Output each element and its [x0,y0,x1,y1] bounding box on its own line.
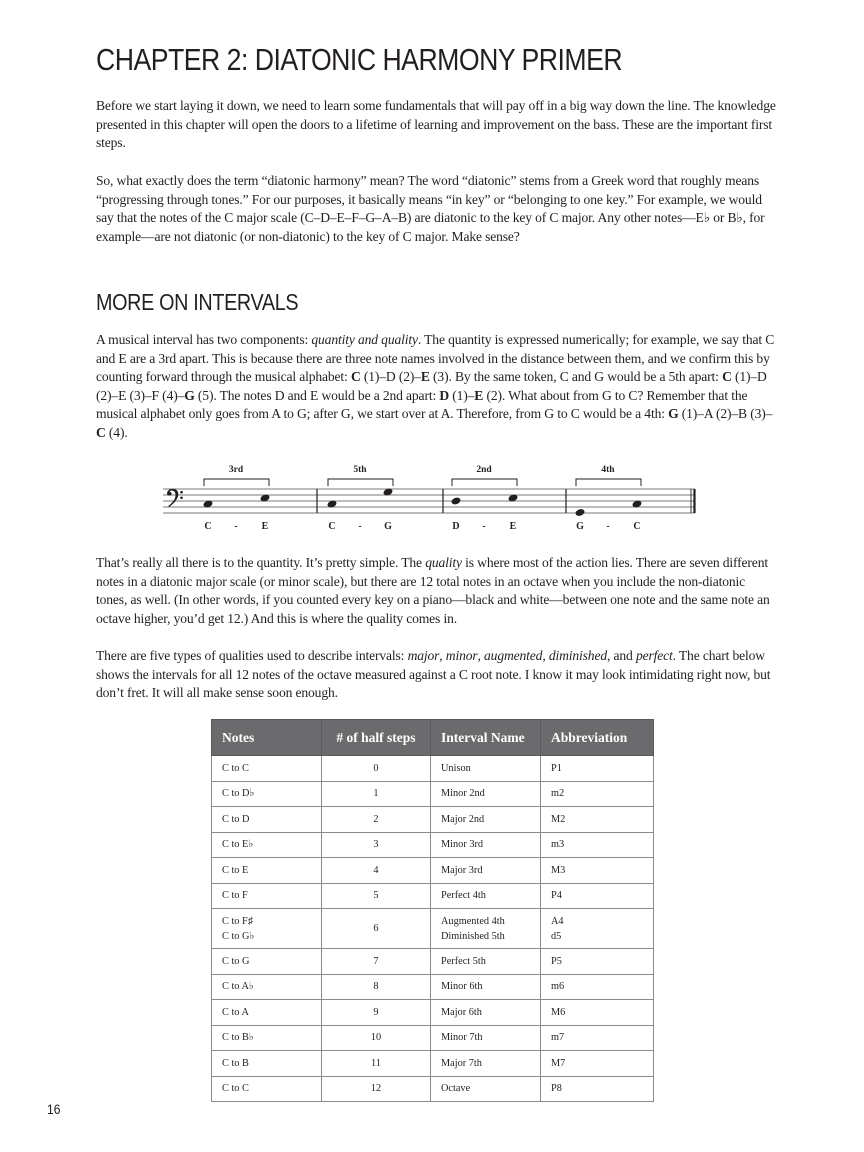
text-run: , [542,648,549,663]
text-run: That’s really all there is to the quantity. It’s pretty simple. The [96,555,426,570]
cell-half-steps: 3 [322,832,431,858]
text-run: , [439,648,446,663]
interval-label: 4th [601,465,615,475]
cell-abbreviation: M3 [541,858,654,884]
intro-paragraph-1: Before we start laying it down, we need to learn some fundamentals that will pay off in a big way down the line. The knowledge presented in this chapter will open the doors to a lifetime of learning and improvement on the bass. These are the important first steps. [96,98,776,151]
cell-abbreviation: m3 [541,832,654,858]
cell-interval-name: Perfect 4th [431,883,541,909]
cell-notes: C to E♭ [212,832,322,858]
cell-abbreviation: M6 [541,1000,654,1026]
section-title: MORE ON INTERVALS [96,289,299,315]
text-run: (2)– [96,387,119,403]
cell-notes: C to G [212,949,322,975]
emphasis-text: perfect [635,648,673,663]
note-bold: G [184,387,195,403]
cell-interval-name: Minor 2nd [431,781,541,807]
text-run: (1)– [731,369,758,385]
table-row [212,781,654,807]
text-run: (2)– [395,369,421,385]
note-name: C [328,521,336,532]
cell-notes: C to A [212,1000,322,1026]
note-dash: - [606,521,610,532]
table-row [212,1076,654,1102]
text-run: . What about from G to C? Remember that the musical alphabet only goes from A to G; after G, we start over at A. Therefore, from G to C would be a 4th: [96,387,748,422]
note-bold: C [96,424,106,440]
note-bold: G [668,406,679,422]
emphasis-text: diminished [548,648,607,663]
note-name: G [384,521,392,532]
cell-half-steps: 0 [322,756,431,782]
table-row [212,974,654,1000]
cell-line: Augmented 4th [441,915,505,927]
cell-interval-name: Minor 7th [431,1025,541,1051]
qualities-paragraph [96,647,776,703]
text-run: (1)– [449,387,475,403]
cell-notes: C to F [212,883,322,909]
cell-notes: C to D [212,807,322,833]
text-run: (2) [483,387,502,403]
column-header-abbreviation: Abbreviation [541,720,654,756]
cell-half-steps: 8 [322,974,431,1000]
table-row [212,1025,654,1051]
cell-interval-name: Perfect 5th [431,949,541,975]
cell-abbreviation: P1 [541,756,654,782]
emphasis-text: quantity and quality [311,332,418,347]
cell-notes: C to C [212,1076,322,1102]
cell-interval-name: Minor 3rd [431,832,541,858]
note-bold: D [439,387,449,403]
text-run: . The notes D and E would be a 2nd apart: [213,387,440,403]
cell-interval-name: Minor 6th [431,974,541,1000]
text-run: A musical interval has two components: [96,332,312,347]
cell-abbreviation: P5 [541,949,654,975]
cell-interval-name: Major 3rd [431,858,541,884]
text-run: . [124,424,128,440]
cell-notes: C to B [212,1051,322,1077]
text-run: (2)– [712,406,739,422]
text-run: , [477,648,485,663]
note-bold: C [722,369,732,385]
text-run: (1)– [678,406,704,422]
cell-half-steps: 11 [322,1051,431,1077]
column-header-interval-name: Interval Name [431,720,541,756]
text-run: F [151,387,159,403]
text-run: . The quantity is expressed numerically; for example, we say that C and E are a 3rd apart. This is because there are three note names involved in the distance between them, and we confirm this by counting forward through the musical alphabet: [96,332,775,385]
cell-half-steps: 10 [322,1025,431,1051]
note-bold: E [474,387,484,403]
cell-interval-name: Major 6th [431,1000,541,1026]
table-row [212,1000,654,1026]
emphasis-text: quality [425,555,462,570]
cell-interval-name: Octave [431,1076,541,1102]
text-run: A [703,406,713,422]
table-header-row [212,720,654,756]
staff-lines [163,489,695,513]
text-run: (1)– [360,369,386,385]
cell-abbreviation [541,909,654,949]
text-run: There are five types of qualities used to describe intervals: [96,648,408,663]
interval-label: 5th [353,465,367,475]
quality-paragraph [96,554,776,628]
cell-line: A4 [551,915,564,927]
text-run: . By the same token, C and G would be a 5th apart: [448,369,723,385]
cell-notes: C to C [212,756,322,782]
cell-abbreviation: P4 [541,883,654,909]
cell-notes [212,909,322,949]
cell-notes: C to E [212,858,322,884]
cell-abbreviation: M2 [541,807,654,833]
note-name: E [261,521,269,532]
text-run: is where most of the action lies. There are seven different notes in a diatonic major scale (or minor scale), but there are 12 total notes in an octave when you include the non-diatonic tones, as well. (In other words, if you counted every key on a piano—black and white—between one note and the same note an octave higher, you’d get 12.) And this is where the quality comes in. [96,555,770,626]
column-header-half-steps: # of half steps [322,720,431,756]
cell-half-steps: 1 [322,781,431,807]
cell-line: C to F♯ [222,915,253,927]
interval-table [211,719,654,1102]
note-name: E [509,521,517,532]
table-row [212,949,654,975]
interval-paragraph [96,331,776,443]
cell-notes: C to D♭ [212,781,322,807]
emphasis-text: major [407,648,440,663]
text-run: E [118,387,127,403]
note-name: C [204,521,212,532]
cell-abbreviation: m2 [541,781,654,807]
cell-half-steps: 9 [322,1000,431,1026]
cell-line: Diminished 5th [441,930,505,942]
cell-interval-name: Major 7th [431,1051,541,1077]
cell-half-steps: 2 [322,807,431,833]
cell-abbreviation: m7 [541,1025,654,1051]
note-name: C [633,521,641,532]
note-dash: - [358,521,362,532]
cell-notes: C to A♭ [212,974,322,1000]
cell-half-steps: 12 [322,1076,431,1102]
cell-line: C to G♭ [222,930,255,942]
chapter-title: CHAPTER 2: DIATONIC HARMONY PRIMER [96,42,623,77]
page-number: 16 [47,1101,61,1117]
intro-paragraph-2: So, what exactly does the term “diatonic harmony” mean? The word “diatonic” stems from a Greek word that roughly means “progressing through tones.” For our purposes, it basically means “in key” or “belonging to one key.” For example, we would say that the notes of the C major scale (C–D–E–F–G–A–B) are diatonic to the key of C major. Any other notes—E♭ or B♭, for example—are not diatonic (or non-diatonic) to the key of C major. Make sense? [96,173,765,244]
note-name: D [452,521,460,532]
interval-label: 2nd [476,465,492,475]
table-row [212,756,654,782]
interval-brackets [204,479,641,486]
interval-label: 3rd [228,465,244,475]
column-header-notes: Notes [212,720,322,756]
text-run: . The chart below shows the intervals for all 12 notes of the octave measured against a C root note. I know it may look intimidating right now, but don’t fret. It will all make sense soon enough. [96,648,771,701]
cell-interval-name [431,909,541,949]
text-run: , and [607,648,636,663]
cell-notes: C to B♭ [212,1025,322,1051]
cell-abbreviation: m6 [541,974,654,1000]
note-bold: C [350,369,361,385]
bass-clef-icon [167,489,183,507]
text-run: D [385,369,396,385]
table-row [212,1051,654,1077]
emphasis-text: minor [445,648,478,663]
cell-abbreviation: M7 [541,1051,654,1077]
text-run: (5) [194,387,214,403]
cell-half-steps: 6 [322,909,431,949]
text-run: (3)– [126,387,152,403]
note-dash: - [234,521,238,532]
table-row [212,832,654,858]
text-run: (4) [105,424,125,440]
text-run: B [738,406,747,422]
note-bold: E [420,369,430,385]
cell-half-steps: 5 [322,883,431,909]
cell-half-steps: 4 [322,858,431,884]
text-run: D [757,369,767,385]
table-row [212,909,654,949]
table-row [212,858,654,884]
text-run: (3)– [746,406,773,422]
staff-notation-figure [160,460,700,540]
text-run: (4)– [158,387,185,403]
table-row [212,883,654,909]
note-dash: - [482,521,486,532]
cell-half-steps: 7 [322,949,431,975]
cell-line: d5 [551,930,562,942]
emphasis-text: augmented [484,648,543,663]
note-name: G [576,521,584,532]
cell-abbreviation: P8 [541,1076,654,1102]
cell-interval-name: Unison [431,756,541,782]
cell-interval-name: Major 2nd [431,807,541,833]
table-row [212,807,654,833]
text-run: (3) [429,369,449,385]
